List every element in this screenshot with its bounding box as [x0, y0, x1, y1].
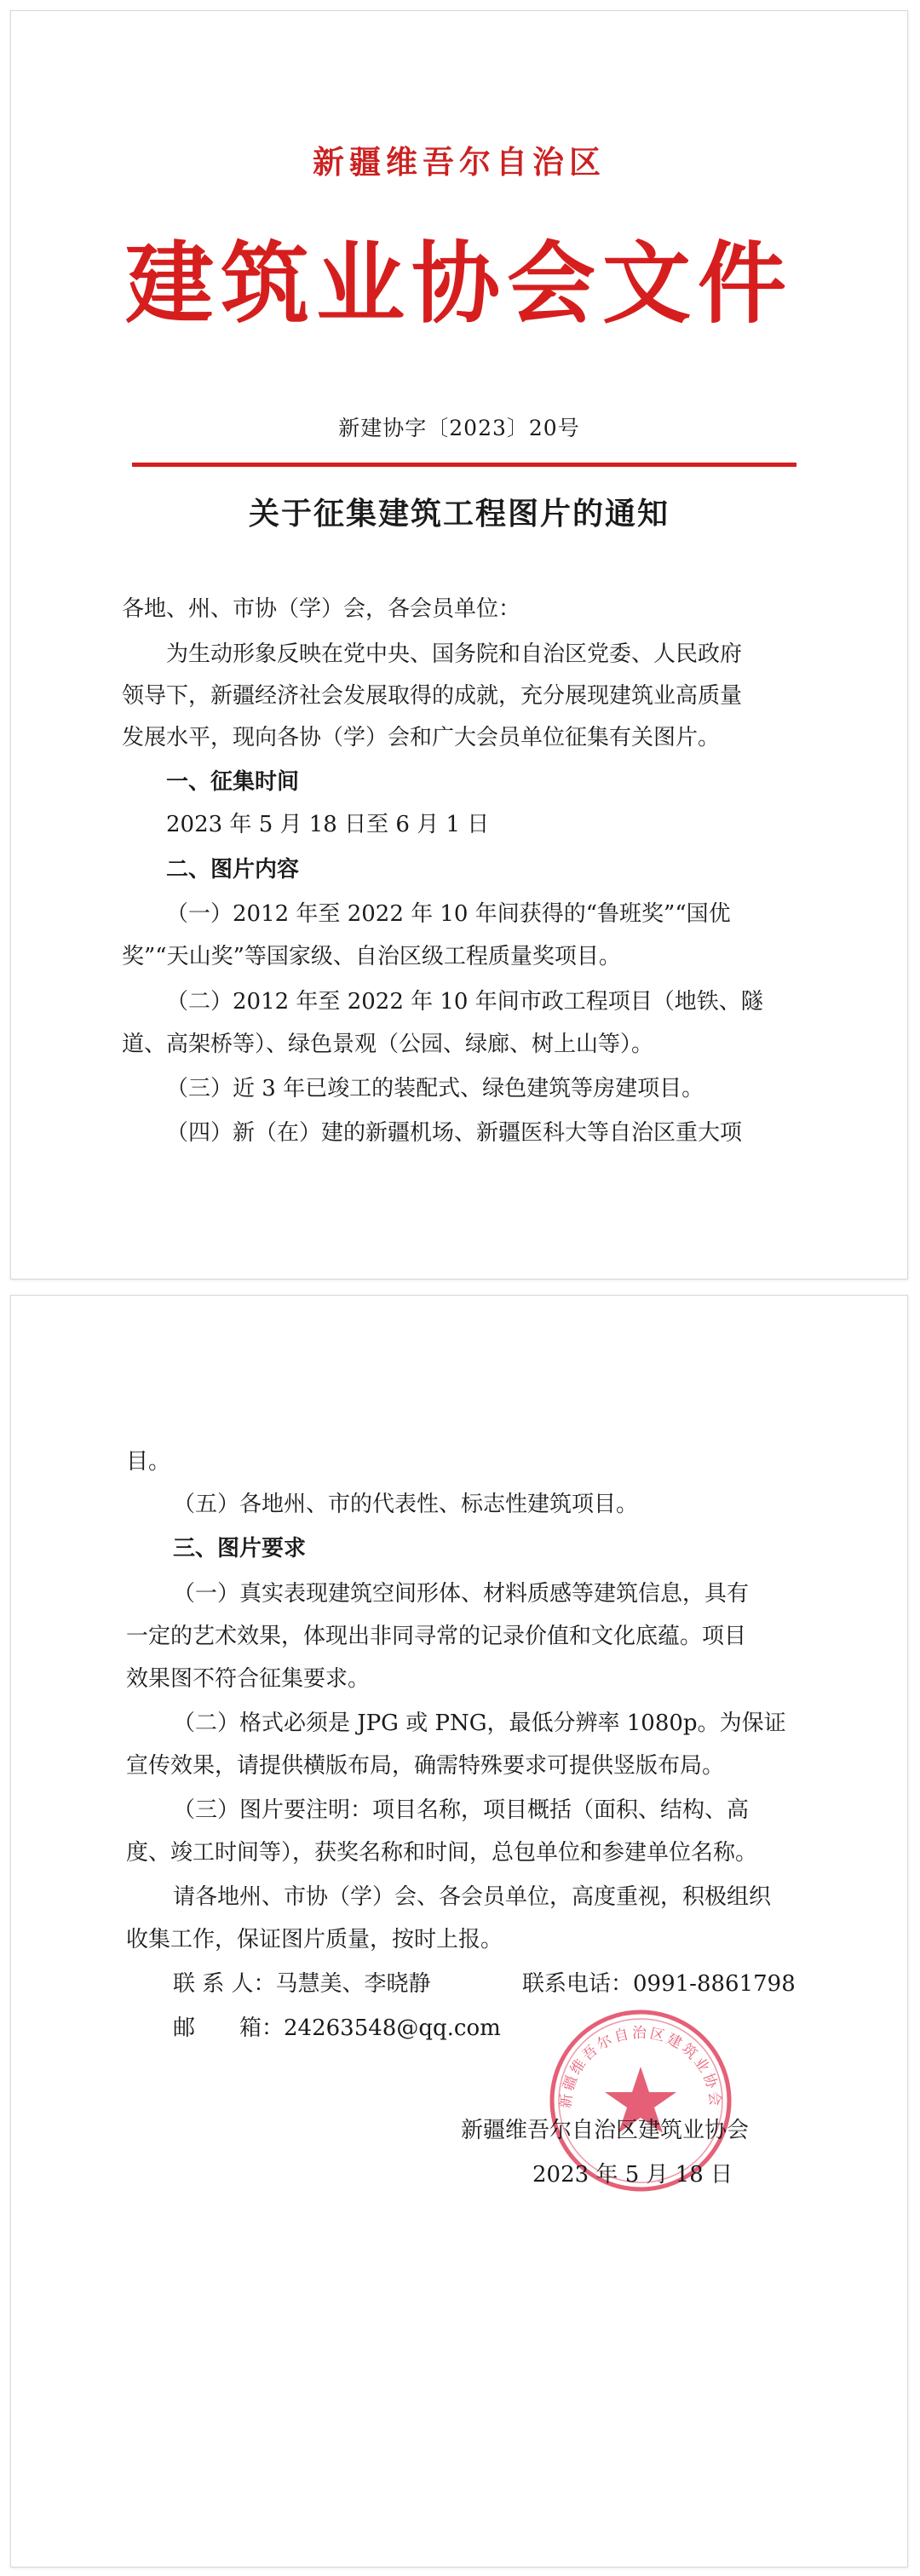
contact-phone-row	[522, 1967, 920, 2001]
content-line: （二）2012 年至 2022 年 10 年间市政工程项目（地铁、隧	[166, 989, 763, 1015]
contact-person-label: 联 系 人：	[173, 1971, 276, 1997]
signature-date: 2023 年 5 月 18 日	[532, 2162, 733, 2188]
content-line: （一）2012 年至 2022 年 10 年间获得的“鲁班奖”“国优	[166, 901, 731, 927]
salutation: 各地、州、市协（学）会，各会员单位：	[122, 596, 521, 622]
intro-line: 发展水平，现向各协（学）会和广大会员单位征集有关图片。	[122, 725, 721, 750]
document-number: 新建协字〔2023〕20号	[338, 416, 580, 440]
requirement-line: （二）格式必须是 JPG 或 PNG，最低分辨率 1080p。为保证	[173, 1711, 786, 1736]
contact-email: 24263548@qq.com	[284, 2015, 501, 2041]
collection-period: 2023 年 5 月 18 日至 6 月 1 日	[166, 812, 490, 837]
content-line: 目。	[126, 1449, 171, 1475]
notice-title: 关于征集建筑工程图片的通知	[248, 496, 670, 532]
contact-phone: 0991-8861798	[633, 1971, 796, 1997]
section-heading-time: 一、征集时间	[166, 769, 300, 795]
content-line: 奖”“天山奖”等国家级、自治区级工程质量奖项目。	[122, 944, 621, 969]
content-line: （四）新（在）建的新疆机场、新疆医科大等自治区重大项	[166, 1120, 743, 1146]
contact-person: 马慧美、李晓静	[275, 1971, 431, 1997]
content-line: 道、高架桥等）、绿色景观（公园、绿廊、树上山等）。	[122, 1032, 654, 1057]
section-heading-content: 二、图片内容	[166, 857, 300, 883]
content-line: （五）各地州、市的代表性、标志性建筑项目。	[173, 1492, 639, 1517]
content-line: （三）近 3 年已竣工的装配式、绿色建筑等房建项目。	[166, 1076, 704, 1101]
closing-line: 收集工作，保证图片质量，按时上报。	[126, 1927, 503, 1952]
requirement-line: （三）图片要注明：项目名称，项目概括（面积、结构、高	[173, 1797, 750, 1823]
signature-org: 新疆维吾尔自治区建筑业协会	[461, 2118, 750, 2143]
requirement-line: 宣传效果，请提供横版布局，确需特殊要求可提供竖版布局。	[126, 1753, 725, 1779]
document-page-2	[10, 1295, 908, 2567]
requirement-line: 效果图不符合征集要求。	[126, 1666, 371, 1692]
section-heading-requirements: 三、图片要求	[173, 1536, 307, 1561]
red-divider	[132, 463, 796, 467]
masthead-title: 建筑业协会文件	[124, 232, 793, 336]
requirement-line: 度、竣工时间等），获奖名称和时间，总包单位和参建单位名称。	[126, 1840, 758, 1866]
seal-text: 新疆维吾尔自治区建筑业协会	[557, 2025, 724, 2109]
contact-phone-label: 联系电话：	[522, 1971, 634, 1997]
issuing-org-name: 新疆维吾尔自治区	[313, 143, 606, 181]
intro-line: 领导下，新疆经济社会发展取得的成就，充分展现建筑业高质量	[122, 683, 743, 709]
contact-email-label: 邮 箱：	[173, 2015, 285, 2041]
intro-line: 为生动形象反映在党中央、国务院和自治区党委、人民政府	[166, 641, 743, 667]
document-page-1	[10, 10, 908, 1279]
requirement-line: （一）真实表现建筑空间形体、材料质感等建筑信息，具有	[173, 1581, 750, 1607]
closing-line: 请各地州、市协（学）会、各会员单位，高度重视，积极组织	[173, 1884, 772, 1910]
requirement-line: 一定的艺术效果，体现出非同寻常的记录价值和文化底蕴。项目	[126, 1624, 747, 1649]
